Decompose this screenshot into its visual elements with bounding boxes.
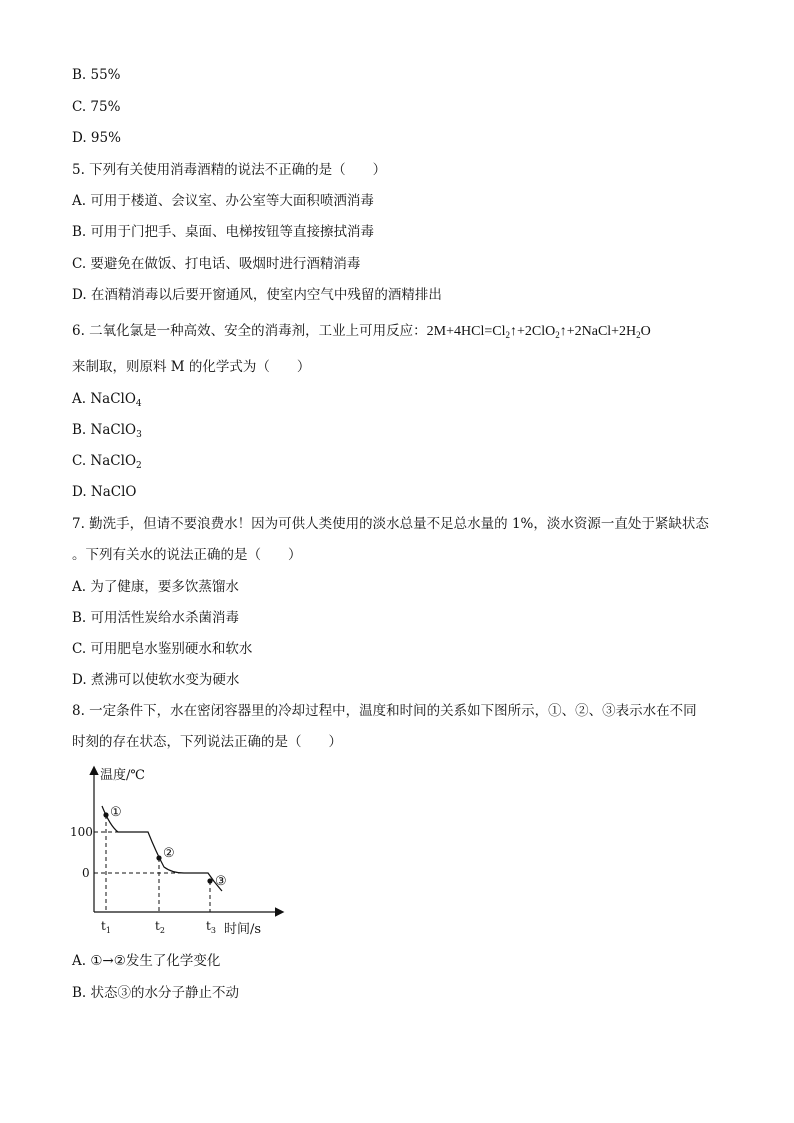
- q5-option-d: D. 在酒精消毒以后要开窗通风，使室内空气中残留的酒精排出: [72, 287, 442, 303]
- q6-formula: $2M+4HCl=Cl_2↑+2ClO_2↑+2NaCl+2H_2O$: [426, 324, 651, 340]
- q6-option-b: B. NaClO$_3$: [72, 422, 142, 440]
- q4-option-c: C. 75%: [72, 99, 121, 115]
- q5-option-b: B. 可用于门把手、桌面、电梯按钮等直接擦拭消毒: [72, 224, 375, 240]
- y-tick-0: 0: [82, 866, 90, 880]
- q7-option-b: B. 可用活性炭给水杀菌消毒: [72, 610, 240, 626]
- x-tick-t1: $t_1$: [101, 919, 111, 935]
- q6-option-c: C. NaClO$_2$: [72, 453, 142, 471]
- q8-option-a: A. ①→②发生了化学变化: [72, 953, 221, 969]
- x-axis-label: 时间/s: [224, 922, 262, 937]
- q8-option-b: B. 状态③的水分子静止不动: [72, 985, 240, 1001]
- q5-option-c: C. 要避免在做饭、打电话、吸烟时进行酒精消毒: [72, 256, 361, 272]
- q5-stem: 5. 下列有关使用消毒酒精的说法不正确的是（ ）: [72, 162, 387, 178]
- x-tick-t3: $t_3$: [206, 919, 216, 935]
- y-tick-100: 100: [70, 825, 93, 839]
- q7-option-d: D. 煮沸可以使软水变为硬水: [72, 672, 240, 688]
- q6-stem-line2: 来制取，则原料 M 的化学式为（ ）: [72, 359, 311, 375]
- q8-stem-line1: 8. 一定条件下，水在密闭容器里的冷却过程中，温度和时间的关系如下图所示，①、②、③表示水在不同: [72, 703, 697, 719]
- x-tick-t2: $t_2$: [155, 919, 165, 935]
- q4-option-d: D. 95%: [72, 130, 121, 146]
- point-label-3: ③: [215, 874, 227, 889]
- cooling-curve-chart: [60, 760, 300, 945]
- point-label-2: ②: [163, 846, 175, 861]
- q7-stem-line2: 。下列有关水的说法正确的是（ ）: [72, 547, 302, 563]
- q7-option-a: A. 为了健康，要多饮蒸馏水: [72, 579, 239, 595]
- q6-option-a: A. NaClO$_4$: [72, 391, 142, 409]
- q6-option-d: D. NaClO: [72, 484, 137, 500]
- q5-option-a: A. 可用于楼道、会议室、办公室等大面积喷洒消毒: [72, 193, 374, 209]
- q7-stem-line1: 7. 勤洗手，但请不要浪费水！因为可供人类使用的淡水总量不足总水量的 1%，淡水资源一直处于紧缺状态: [72, 516, 709, 532]
- q6-stem: [72, 322, 651, 344]
- q8-stem-line2: 时刻的存在状态，下列说法正确的是（ ）: [72, 734, 342, 750]
- point-1: [103, 812, 108, 817]
- point-label-1: ①: [110, 805, 122, 820]
- point-3: [207, 878, 212, 883]
- q4-option-b: B. 55%: [72, 67, 121, 83]
- q6-stem-prefix: 6. 二氧化氯是一种高效、安全的消毒剂，工业上可用反应：: [72, 323, 427, 339]
- y-axis-label: 温度/℃: [100, 768, 145, 783]
- q7-option-c: C. 可用肥皂水鉴别硬水和软水: [72, 641, 253, 657]
- point-2: [156, 855, 161, 860]
